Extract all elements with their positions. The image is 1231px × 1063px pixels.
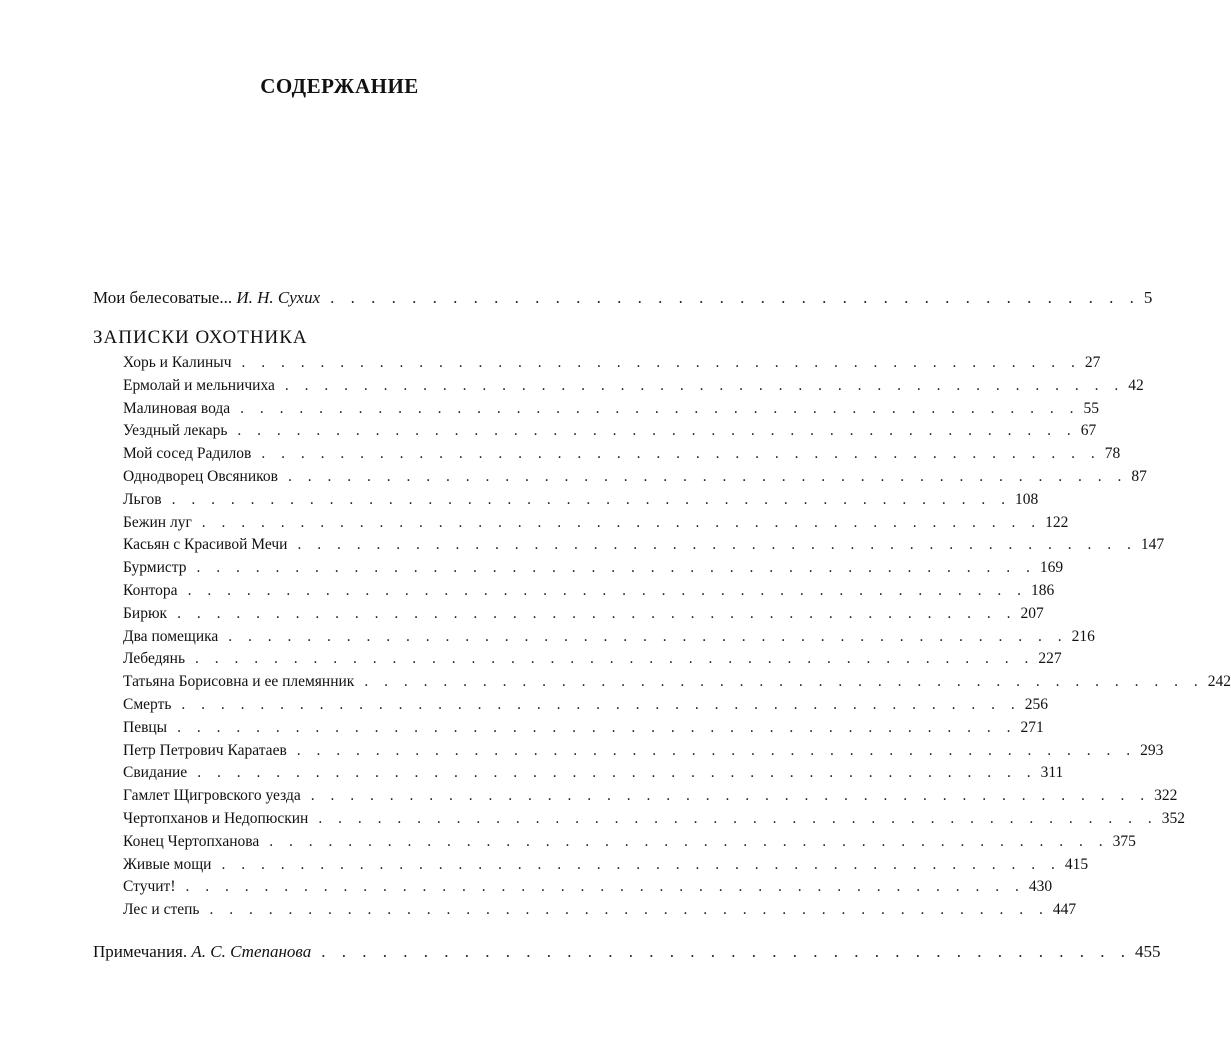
toc-entry-title: Контора	[123, 582, 178, 599]
leader-dots: . . . . . . . . . . . . . . . . . . . . . . . . . . . . . . . . . . . . . . . . . . .	[196, 559, 1036, 577]
toc-entry-title: Чертопханов и Недопюскин	[123, 810, 309, 827]
toc-entry-title: Певцы	[123, 718, 168, 736]
toc-entry-title: Петр Петрович Каратаев	[123, 741, 287, 759]
leader-dots: . . . . . . . . . . . . . . . . . . . . . . . . . . . . . . . . . . . . . . . . . . .	[187, 582, 1027, 599]
toc-entry-page: 256	[1024, 696, 1049, 713]
toc-entry	[123, 875, 1053, 899]
toc-entry	[123, 784, 1178, 808]
toc-entry-page: 87	[1131, 468, 1147, 485]
leader-dots: . . . . . . . . . . . . . . . . . . . . . . . . . . . . . . . . . . . . . . . . . . .	[284, 376, 1125, 394]
toc-entry-title: Бирюк	[123, 604, 168, 622]
toc-entry	[123, 716, 1044, 740]
leader-dots: . . . . . . . . . . . . . . . . . . . . . . . . . . . . . . . . . . . . . . . . . . .	[221, 855, 1061, 873]
toc-entry	[123, 419, 1097, 443]
leader-dots: . . . . . . . . . . . . . . . . . . . . . . . . . . . . . . . . . . . . . . . . . . .	[197, 764, 1037, 782]
toc-entry	[123, 830, 1136, 854]
toc-entry-page: 169	[1039, 559, 1064, 577]
toc-intro	[93, 286, 1153, 310]
leader-dots: . . . . . . . . . . . . . . . . . . . . . . . . . . . . . . . . . . . . . . . . . . .	[241, 354, 1081, 371]
toc-entry	[123, 693, 1049, 717]
leader-dots: . . . . . . . . . . . . . . . . . . . . . . . . . . . . . . . . . . . . . . . . . . .	[297, 536, 1137, 554]
toc-entry-title: Мой сосед Радилов	[123, 445, 252, 463]
toc-entry-page: 207	[1020, 604, 1044, 622]
toc-notes-author: А. С. Степанова	[191, 942, 312, 961]
toc-entry-title: Гамлет Щигровского уезда	[123, 787, 301, 805]
toc-entry-page: 147	[1140, 536, 1165, 554]
toc-entry	[123, 853, 1089, 877]
toc-entry-page: 227	[1038, 650, 1062, 668]
toc-entry	[123, 647, 1062, 671]
toc-entry-page: 430	[1028, 878, 1053, 896]
toc-entry-page: 271	[1020, 718, 1044, 736]
page-title: СОДЕРЖАНИЕ	[260, 74, 419, 98]
toc-entry-page: 108	[1015, 490, 1039, 508]
leader-dots: . . . . . . . . . . . . . . . . . . . . . . . . . . . . . . . . . . . . . . . . . . .	[237, 422, 1077, 440]
toc-intro-label: Мои белесоватые... И. Н. Сухих	[93, 288, 321, 307]
toc-entry-title: Малиновая вода	[123, 399, 231, 417]
toc-entry-page: 42	[1128, 376, 1144, 394]
leader-dots: . . . . . . . . . . . . . . . . . . . . . . . . . . . . . . . . . . . . . . . . . . .	[195, 650, 1035, 668]
toc-entry-page: 415	[1064, 855, 1089, 873]
leader-dots: . . . . . . . . . . . . . . . . . . . . . . . . . . . . . . . . . . . . . . . . . . .	[209, 901, 1049, 919]
toc-entry-page: 352	[1161, 810, 1185, 827]
toc-entry-title: Свидание	[123, 764, 188, 782]
toc-entry-page: 122	[1045, 513, 1069, 531]
toc-entry-title: Касьян с Красивой Мечи	[123, 536, 288, 554]
leader-dots: . . . . . . . . . . . . . . . . . . . . . . . . . . . . . . . . . . . . . . . . . . .	[171, 490, 1011, 508]
toc-entry	[123, 533, 1165, 557]
leader-dots: . . . . . . . . . . . . . . . . . . . . . . . . . . . . . . . . . . . . . . . . . . .	[181, 696, 1021, 713]
toc-entry-title: Хорь и Калиныч	[123, 354, 232, 371]
toc-entry-title: Бурмистр	[123, 559, 187, 577]
toc-entry-page: 27	[1084, 354, 1101, 371]
toc-entry-page: 375	[1112, 832, 1136, 850]
toc-entry	[123, 397, 1100, 421]
leader-dots: . . . . . . . . . . . . . . . . . . . . . . . . . . . . . . . . . . . . . . . . . . .	[228, 627, 1068, 645]
toc-entry	[123, 807, 1185, 831]
toc-entry-page: 78	[1104, 445, 1121, 463]
toc-notes-label: Примечания. А. С. Степанова	[93, 942, 312, 961]
toc-entry	[123, 898, 1077, 922]
toc-entry	[123, 374, 1144, 398]
leader-dots: . . . . . . . . . . . . . . . . . . . . . . . . . . . . . . . . . . . . . . . . . . .	[240, 399, 1080, 417]
toc-entry	[123, 761, 1064, 785]
leader-dots: . . . . . . . . . . . . . . . . . . . . . . . . . . . . . . . . . . . . . . . . . . .	[261, 445, 1101, 463]
toc-notes-page: 455	[1134, 942, 1161, 961]
toc-entry-title: Живые мощи	[123, 855, 212, 873]
leader-dots: . . . . . . . . . . . . . . . . . . . . . . . . . . . . . . . . . . . . . . . .	[321, 942, 1131, 961]
toc-entry	[123, 442, 1121, 466]
toc-entry-page: 242	[1207, 673, 1231, 691]
leader-dots: . . . . . . . . . . . . . . . . . . . . . . . . . . . . . . . . . . . . . . . . . . .	[287, 468, 1128, 485]
toc-entry-title: Бежин луг	[123, 513, 192, 531]
toc-entry-title: Конец Чертопханова	[123, 832, 260, 850]
leader-dots: . . . . . . . . . . . . . . . . . . . . . . . . . . . . . . . . . . . . . . . . . . .	[318, 810, 1158, 827]
toc-entry	[123, 511, 1069, 535]
toc-entry	[123, 670, 1231, 694]
leader-dots: . . . . . . . . . . . . . . . . . . . . . . . . . . . . . . . . . . . . . . . . . . .	[201, 513, 1042, 531]
leader-dots: . . . . . . . . . . . . . . . . . . . . . . . . . . . . . . . . . . . . . . . .	[330, 288, 1140, 307]
toc-entry-title: Льгов	[123, 490, 162, 508]
toc-entry-title: Ермолай и мельничиха	[123, 376, 275, 394]
toc-entry	[123, 488, 1039, 512]
toc-entry	[123, 739, 1164, 763]
toc-entry	[123, 351, 1101, 375]
toc-entry-page: 67	[1080, 422, 1097, 440]
toc-entry-page: 293	[1140, 741, 1164, 759]
toc-entry-title: Татьяна Борисовна и ее племянник	[123, 673, 355, 691]
toc-entry	[123, 625, 1095, 649]
leader-dots: . . . . . . . . . . . . . . . . . . . . . . . . . . . . . . . . . . . . . . . . . . .	[296, 741, 1137, 759]
leader-dots: . . . . . . . . . . . . . . . . . . . . . . . . . . . . . . . . . . . . . . . . . . .	[177, 718, 1017, 736]
toc-entry	[123, 602, 1044, 626]
toc-entry	[123, 465, 1147, 489]
leader-dots: . . . . . . . . . . . . . . . . . . . . . . . . . . . . . . . . . . . . . . . . . . .	[310, 787, 1151, 805]
toc-entry-title: Уездный лекарь	[123, 422, 228, 440]
toc-entry-page: 447	[1052, 901, 1077, 919]
toc-entry-page: 322	[1154, 787, 1178, 805]
toc-entry-title: Два помещика	[123, 627, 219, 645]
toc-notes	[93, 940, 1161, 964]
toc-intro-author: И. Н. Сухих	[236, 288, 321, 307]
leader-dots: . . . . . . . . . . . . . . . . . . . . . . . . . . . . . . . . . . . . . . . . . . .	[269, 832, 1109, 850]
toc-entry-page: 55	[1083, 399, 1100, 417]
leader-dots: . . . . . . . . . . . . . . . . . . . . . . . . . . . . . . . . . . . . . . . . . . .	[185, 878, 1025, 896]
toc-entry-title: Стучит!	[123, 878, 176, 896]
toc-entry-title: Однодворец Овсяников	[123, 468, 278, 485]
toc-entry-page: 311	[1040, 764, 1064, 782]
toc-entry-page: 216	[1071, 627, 1095, 645]
toc-entry	[123, 579, 1055, 603]
toc-intro-page: 5	[1143, 288, 1153, 307]
section-heading: ЗАПИСКИ ОХОТНИКА	[93, 327, 308, 348]
toc-entry	[123, 556, 1064, 580]
leader-dots: . . . . . . . . . . . . . . . . . . . . . . . . . . . . . . . . . . . . . . . . . . .	[177, 604, 1017, 622]
toc-entry-page: 186	[1030, 582, 1055, 599]
toc-entry-title: Лес и степь	[123, 901, 200, 919]
toc-entry-title: Лебедянь	[123, 650, 186, 668]
leader-dots: . . . . . . . . . . . . . . . . . . . . . . . . . . . . . . . . . . . . . . . . . . .	[364, 673, 1204, 691]
toc-entry-title: Смерть	[123, 696, 172, 713]
